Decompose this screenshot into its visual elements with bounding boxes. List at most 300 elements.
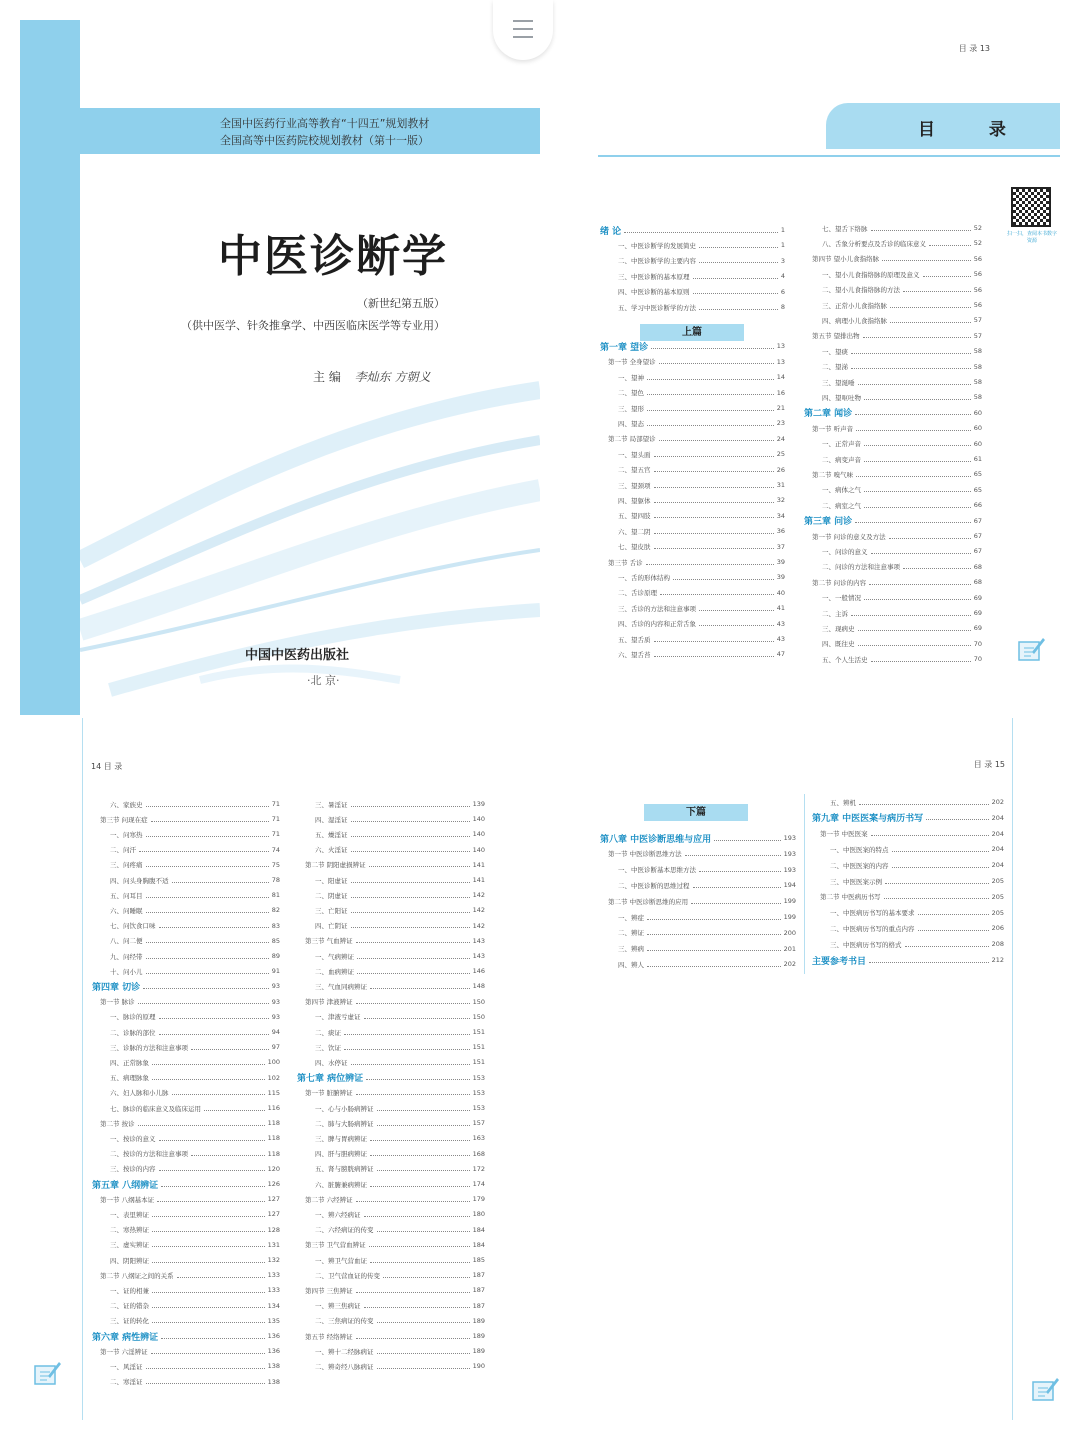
toc-chapter-entry[interactable] (92, 1330, 280, 1342)
toc-entry[interactable] (110, 1148, 280, 1160)
toc-chapter-entry[interactable] (600, 340, 785, 352)
toc-entry[interactable] (618, 587, 785, 599)
toc-entry[interactable] (315, 889, 485, 901)
toc-entry[interactable] (618, 571, 785, 583)
toc-entry[interactable] (608, 556, 785, 568)
toc-entry-label: 七、问饮食口味 (110, 922, 156, 931)
toc-entry[interactable] (315, 1163, 485, 1175)
toc-entry-label: 绪 论 (600, 226, 622, 237)
toc-entry[interactable] (822, 438, 982, 450)
toc-leader-dots (152, 1258, 265, 1263)
toc-entry[interactable] (822, 653, 982, 665)
toc-entry[interactable] (822, 561, 982, 573)
toc-entry[interactable] (100, 1117, 280, 1129)
toc-entry[interactable] (315, 1132, 485, 1144)
toc-chapter-entry[interactable] (804, 407, 982, 419)
running-header: 14 目 录 (91, 762, 123, 771)
toc-leader-dots (159, 1166, 265, 1171)
toc-leader-dots (864, 487, 971, 492)
toc-entry[interactable] (110, 1254, 280, 1266)
toc-entry[interactable] (830, 938, 1004, 950)
toc-entry[interactable] (315, 1056, 485, 1068)
toc-entry-label: 一、望小儿食指络脉的原理及意义 (822, 270, 920, 279)
toc-entry-label: 第一节 六淫辨证 (100, 1347, 148, 1356)
toc-entry-label: 一、按诊的意义 (110, 1134, 156, 1143)
toc-entry-label: 第一节 脉诊 (100, 998, 135, 1007)
toc-entry[interactable] (315, 950, 485, 962)
toc-entry-label: 二、舌诊原理 (618, 589, 657, 598)
toc-entry[interactable] (315, 874, 485, 886)
toc-entry[interactable] (822, 345, 982, 357)
toc-page-number: 58 (973, 362, 982, 371)
toc-entry-label: 一、气病辨证 (315, 952, 354, 961)
toc-entry[interactable] (618, 371, 785, 383)
toc-entry[interactable] (822, 545, 982, 557)
toc-entry-label: 三、中医诊断的基本原理 (618, 272, 690, 281)
toc-entry-label: 第三节 卫气营血辨证 (305, 1241, 366, 1250)
toc-entry[interactable] (822, 314, 982, 326)
toc-leader-dots (858, 626, 971, 631)
toc-entry-label: 一、心与小肠病辨证 (315, 1104, 374, 1113)
toc-entry-label: 一、病体之气 (822, 486, 861, 495)
toc-page-number: 60 (973, 439, 982, 448)
toc-entry[interactable] (315, 1300, 485, 1312)
toc-entry[interactable] (618, 270, 785, 282)
toc-leader-dots (161, 1182, 264, 1187)
toc-entry[interactable] (812, 468, 982, 480)
toc-page-number: 6 (780, 287, 785, 296)
toc-entry[interactable] (618, 464, 785, 476)
toc-entry[interactable] (315, 1117, 485, 1129)
toc-entry-label: 一、问诊的意义 (822, 547, 868, 556)
toc-chapter-entry[interactable] (812, 954, 1004, 966)
toc-entry-label: 三、正常小儿食指络脉 (822, 301, 887, 310)
toc-page-number: 126 (267, 1180, 280, 1188)
toc-page-number: 189 (472, 1316, 485, 1325)
toc-entry[interactable] (315, 813, 485, 825)
toc-entry[interactable] (315, 1208, 485, 1220)
toc-page-number: 89 (271, 952, 280, 960)
notes-icon[interactable] (32, 1358, 62, 1388)
toc-page-number: 14 (776, 373, 785, 382)
toc-chapter-entry[interactable] (600, 224, 785, 236)
toc-entry[interactable] (110, 874, 280, 886)
toc-entry[interactable] (608, 356, 785, 368)
toc-page-number: 115 (267, 1088, 280, 1097)
toc-entry[interactable] (608, 433, 785, 445)
toc-entry[interactable] (110, 844, 280, 856)
toc-chapter-entry[interactable] (297, 1072, 485, 1084)
toc-chapter-entry[interactable] (812, 812, 1004, 824)
toc-entry[interactable] (110, 1087, 280, 1099)
toc-page-number: 81 (271, 891, 280, 900)
toc-page-number: 58 (973, 378, 982, 386)
toc-entry-label: 五、问耳目 (110, 891, 143, 900)
toc-page-number: 74 (271, 845, 280, 854)
toc-entry[interactable] (618, 927, 796, 939)
toc-leader-dots (871, 226, 971, 231)
toc-entry-label: 二、辨奇经八脉病证 (315, 1362, 374, 1371)
toc-entry[interactable] (110, 965, 280, 977)
toc-entry[interactable] (315, 1041, 485, 1053)
book-usage: （供中医学、针灸推拿学、中西医临床医学等专业用） (181, 319, 445, 332)
toc-entry-label: 第六章 病性辨证 (92, 1332, 159, 1343)
toc-entry[interactable] (820, 891, 1004, 903)
toc-page-number: 138 (267, 1377, 280, 1386)
toc-chapter-entry[interactable] (804, 515, 982, 527)
toc-entry-label: 三、脾与胃病辨证 (315, 1134, 367, 1143)
toc-leader-dots (152, 1060, 265, 1065)
toc-entry[interactable] (618, 943, 796, 955)
toc-page-number: 148 (472, 982, 485, 991)
toc-leader-dots (159, 1136, 265, 1141)
toc-page-number: 47 (776, 650, 785, 659)
toc-page-number: 97 (271, 1043, 280, 1052)
toc-page-number: 199 (783, 897, 796, 906)
toc-entry-label: 四、既往史 (822, 640, 855, 649)
toc-entry[interactable] (100, 996, 280, 1008)
toc-entry-label: 一、舌的形体结构 (618, 573, 670, 582)
toc-entry[interactable] (618, 879, 796, 891)
toc-entry[interactable] (110, 1300, 280, 1312)
toc-leader-dots (152, 1288, 265, 1293)
toc-entry[interactable] (315, 965, 485, 977)
toc-page-number: 204 (991, 813, 1004, 822)
toc-entry-label: 二、卫气营血证的传变 (315, 1271, 380, 1280)
toc-page-number: 71 (271, 830, 280, 839)
toc-leader-dots (138, 1121, 265, 1126)
toc-page-number: 40 (776, 588, 785, 597)
toc-entry-label: 五、肾与膀胱病辨证 (315, 1165, 374, 1174)
toc-page-number: 206 (991, 924, 1004, 933)
toc-entry[interactable] (305, 996, 485, 1008)
toc-entry-label: 六、火淫证 (315, 846, 348, 855)
toc-page-number: 85 (271, 936, 280, 945)
toc-page-number: 204 (991, 845, 1004, 854)
toc-entry-label: 一、望痰 (822, 347, 848, 356)
toc-entry[interactable] (110, 950, 280, 962)
toc-entry-label: 第二节 阴阳虚损辨证 (305, 861, 366, 870)
toc-entry[interactable] (822, 222, 982, 234)
toc-entry[interactable] (315, 1224, 485, 1236)
toc-entry[interactable] (618, 402, 785, 414)
toc-entry[interactable] (618, 448, 785, 460)
toc-leader-dots (356, 1197, 470, 1202)
toc-page-number: 120 (267, 1164, 280, 1173)
toc-page-number: 142 (472, 891, 485, 900)
toc-page-number: 204 (991, 861, 1004, 870)
toc-entry-label: 第二章 闻诊 (804, 409, 853, 420)
toc-entry[interactable] (822, 299, 982, 311)
toc-chapter-entry[interactable] (92, 1178, 280, 1190)
toc-page-number: 205 (991, 908, 1004, 917)
toc-entry-label: 八、问二便 (110, 937, 143, 946)
toc-page-number: 31 (776, 481, 785, 489)
toc-leader-dots (693, 289, 778, 294)
toc-entry-label: 第一节 脏腑辨证 (305, 1089, 353, 1098)
toc-entry[interactable] (830, 875, 1004, 887)
toc-entry[interactable] (618, 301, 785, 313)
toc-entry[interactable] (110, 1041, 280, 1053)
toc-entry-label: 一、望神 (618, 373, 644, 382)
toc-entry[interactable] (812, 576, 982, 588)
toc-leader-dots (159, 1014, 269, 1019)
toc-entry-label: 一、中医诊断学的发展简史 (618, 241, 696, 250)
toc-leader-dots (356, 1334, 470, 1339)
toc-entry[interactable] (830, 922, 1004, 934)
toc-entry[interactable] (315, 1011, 485, 1023)
toc-entry[interactable] (618, 255, 785, 267)
toc-entry[interactable] (822, 499, 982, 511)
toc-entry-label: 一、辨三焦病证 (315, 1302, 361, 1311)
toc-leader-dots (177, 1273, 265, 1278)
toc-page-number: 56 (973, 301, 982, 309)
toc-entry[interactable] (822, 638, 982, 650)
toc-entry[interactable] (110, 889, 280, 901)
toc-entry[interactable] (618, 633, 785, 645)
toc-entry[interactable] (315, 1148, 485, 1160)
toc-page-number: 204 (991, 829, 1004, 838)
toc-page-number: 23 (776, 419, 785, 428)
toc-entry[interactable] (618, 387, 785, 399)
toc-entry-label: 一、问寒热 (110, 830, 143, 839)
toc-entry-label: 第四节 望小儿食指络脉 (812, 255, 880, 264)
toc-entry[interactable] (110, 1224, 280, 1236)
toc-leader-dots (351, 1060, 470, 1065)
toc-entry[interactable] (830, 843, 1004, 855)
toc-entry-label: 二、中医病历书写的重点内容 (830, 924, 915, 933)
toc-entry[interactable] (315, 1360, 485, 1372)
toc-page-number: 116 (267, 1104, 280, 1112)
toc-entry-label: 二、中医医案的内容 (830, 861, 889, 870)
toc-entry[interactable] (608, 848, 796, 860)
toc-leader-dots (146, 954, 269, 959)
toc-page-number: 127 (267, 1195, 280, 1204)
toc-entry[interactable] (618, 479, 785, 491)
qr-code-icon[interactable] (1011, 187, 1051, 227)
toc-entry[interactable] (822, 237, 982, 249)
toc-entry-label: 二、痰证 (315, 1028, 341, 1037)
toc-page-number: 69 (973, 593, 982, 602)
toc-entry[interactable] (305, 1284, 485, 1296)
toc-entry-label: 一、阳虚证 (315, 876, 348, 885)
toc-entry[interactable] (110, 1132, 280, 1144)
toc-entry[interactable] (822, 284, 982, 296)
toc-entry-label: 三、舌诊的方法和注意事项 (618, 604, 696, 613)
toc-entry[interactable] (110, 798, 280, 810)
toc-leader-dots (647, 406, 774, 411)
toc-entry[interactable] (822, 361, 982, 373)
toc-entry[interactable] (822, 453, 982, 465)
toc-entry[interactable] (315, 828, 485, 840)
toc-leader-dots (654, 498, 774, 503)
toc-leader-dots (370, 1136, 470, 1141)
toc-entry[interactable] (305, 935, 485, 947)
toc-page-number: 21 (776, 404, 785, 412)
toc-entry-label: 三、诊脉的方法和注意事项 (110, 1043, 188, 1052)
toc-page-number: 68 (973, 562, 982, 571)
toc-entry[interactable] (822, 622, 982, 634)
book-cover (20, 20, 540, 715)
toc-entry-label: 五、望舌质 (618, 635, 651, 644)
toc-entry[interactable] (812, 330, 982, 342)
running-header: 目 录 13 (958, 44, 990, 53)
toc-leader-dots (871, 549, 971, 554)
toc-entry[interactable] (110, 1315, 280, 1327)
toc-entry[interactable] (812, 253, 982, 265)
toc-page-number: 70 (973, 655, 982, 664)
toc-entry[interactable] (110, 1026, 280, 1038)
series-line-2: 全国高等中医药院校规划教材（第十一版） (220, 134, 429, 147)
toc-entry[interactable] (822, 607, 982, 619)
toc-entry[interactable] (110, 1056, 280, 1068)
toc-entry[interactable] (315, 904, 485, 916)
toc-entry[interactable] (110, 1102, 280, 1114)
toc-entry[interactable] (110, 1284, 280, 1296)
toc-entry-label: 第四节 津液辨证 (305, 998, 353, 1007)
toc-entry[interactable] (618, 618, 785, 630)
toc-entry[interactable] (305, 1239, 485, 1251)
toc-leader-dots (146, 1379, 265, 1384)
menu-button[interactable] (493, 0, 553, 60)
toc-leader-dots (691, 899, 781, 904)
toc-page-number: 8 (780, 303, 785, 311)
toc-leader-dots (351, 893, 470, 898)
toc-entry[interactable] (812, 422, 982, 434)
toc-entry-label: 二、辨证 (618, 929, 644, 938)
toc-entry[interactable] (830, 796, 1004, 808)
toc-leader-dots (654, 452, 774, 457)
toc-entry[interactable] (618, 911, 796, 923)
toc-entry-label: 一、证的相兼 (110, 1286, 149, 1295)
toc-entry[interactable] (315, 920, 485, 932)
toc-entry[interactable] (305, 1087, 485, 1099)
toc-entry[interactable] (822, 376, 982, 388)
toc-entry[interactable] (100, 1193, 280, 1205)
toc-entry[interactable] (830, 907, 1004, 919)
toc-entry[interactable] (110, 1360, 280, 1372)
toc-page-number: 150 (472, 1012, 485, 1021)
toc-entry[interactable] (110, 1239, 280, 1251)
toc-page-number: 32 (776, 496, 785, 505)
toc-entry[interactable] (110, 920, 280, 932)
toc-page-number: 193 (783, 834, 796, 842)
toc-entry-label: 五、辨机 (830, 798, 856, 807)
toc-entry-label: 一、中医病历书写的基本要求 (830, 909, 915, 918)
toc-entry[interactable] (820, 828, 1004, 840)
qr-caption: 扫一扫，查阅本书数字资源 (1006, 231, 1057, 244)
toc-entry[interactable] (315, 844, 485, 856)
toc-entry[interactable] (305, 1193, 485, 1205)
toc-entry[interactable] (608, 895, 796, 907)
toc-entry[interactable] (315, 1345, 485, 1357)
toc-entry[interactable] (315, 798, 485, 810)
toc-entry[interactable] (315, 1269, 485, 1281)
toc-entry[interactable] (110, 828, 280, 840)
toc-page-number: 202 (783, 960, 796, 969)
notes-icon[interactable] (1030, 1374, 1060, 1404)
toc-entry[interactable] (110, 1208, 280, 1220)
toc-page-number: 134 (267, 1301, 280, 1310)
toc-leader-dots (351, 878, 470, 883)
toc-entry[interactable] (315, 980, 485, 992)
toc-entry[interactable] (812, 530, 982, 542)
toc-entry[interactable] (305, 859, 485, 871)
toc-leader-dots (864, 595, 971, 600)
toc-entry[interactable] (618, 286, 785, 298)
toc-entry[interactable] (100, 1269, 280, 1281)
toc-entry[interactable] (315, 1102, 485, 1114)
toc-entry[interactable] (618, 525, 785, 537)
toc-entry[interactable] (110, 859, 280, 871)
toc-entry[interactable] (305, 1330, 485, 1342)
toc-entry[interactable] (618, 864, 796, 876)
toc-entry[interactable] (822, 484, 982, 496)
book-edition: （新世纪第五版） (357, 297, 445, 310)
toc-page-number: 70 (973, 639, 982, 648)
toc-entry[interactable] (618, 541, 785, 553)
toc-leader-dots (851, 364, 971, 369)
toc-entry-label: 二、病变声音 (822, 455, 861, 464)
toc-entry[interactable] (822, 592, 982, 604)
toc-entry[interactable] (618, 417, 785, 429)
toc-entry[interactable] (618, 648, 785, 660)
toc-entry[interactable] (618, 494, 785, 506)
toc-entry[interactable] (110, 1376, 280, 1388)
toc-entry[interactable] (110, 1072, 280, 1084)
notes-icon[interactable] (1016, 634, 1046, 664)
toc-entry[interactable] (822, 268, 982, 280)
toc-entry-label: 第五节 望排出物 (812, 332, 860, 341)
toc-page-number: 75 (271, 860, 280, 869)
toc-leader-dots (191, 1045, 269, 1050)
toc-page-number: 151 (472, 1043, 485, 1052)
toc-page-number: 146 (472, 967, 485, 976)
toc-entry[interactable] (315, 1178, 485, 1190)
toc-page-number: 56 (973, 270, 982, 279)
toc-page-number: 65 (973, 470, 982, 479)
toc-entry[interactable] (822, 391, 982, 403)
toc-leader-dots (890, 303, 971, 308)
toc-page-number: 151 (472, 1028, 485, 1036)
toc-entry[interactable] (618, 239, 785, 251)
toc-entry[interactable] (315, 1315, 485, 1327)
toc-entry[interactable] (830, 859, 1004, 871)
toc-chapter-entry[interactable] (600, 832, 796, 844)
toc-entry[interactable] (618, 958, 796, 970)
toc-entry[interactable] (618, 602, 785, 614)
toc-entry[interactable] (315, 1026, 485, 1038)
toc-entry-label: 第一节 中医医案 (820, 830, 868, 839)
toc-entry[interactable] (110, 1163, 280, 1175)
toc-entry-label: 第一节 八纲基本证 (100, 1195, 155, 1204)
toc-page-number: 184 (472, 1225, 485, 1234)
toc-entry-label: 四、中医诊断的基本原则 (618, 288, 690, 297)
toc-entry[interactable] (110, 904, 280, 916)
toc-leader-dots (377, 1106, 470, 1111)
toc-leader-dots (172, 1090, 265, 1095)
toc-entry[interactable] (618, 510, 785, 522)
toc-entry[interactable] (315, 1254, 485, 1266)
toc-leader-dots (660, 590, 774, 595)
toc-entry[interactable] (100, 1345, 280, 1357)
toc-entry[interactable] (100, 813, 280, 825)
toc-entry[interactable] (110, 935, 280, 947)
toc-entry[interactable] (110, 1011, 280, 1023)
toc-page-number: 143 (472, 952, 485, 960)
toc-page-number: 163 (472, 1134, 485, 1143)
toc-chapter-entry[interactable] (92, 980, 280, 992)
